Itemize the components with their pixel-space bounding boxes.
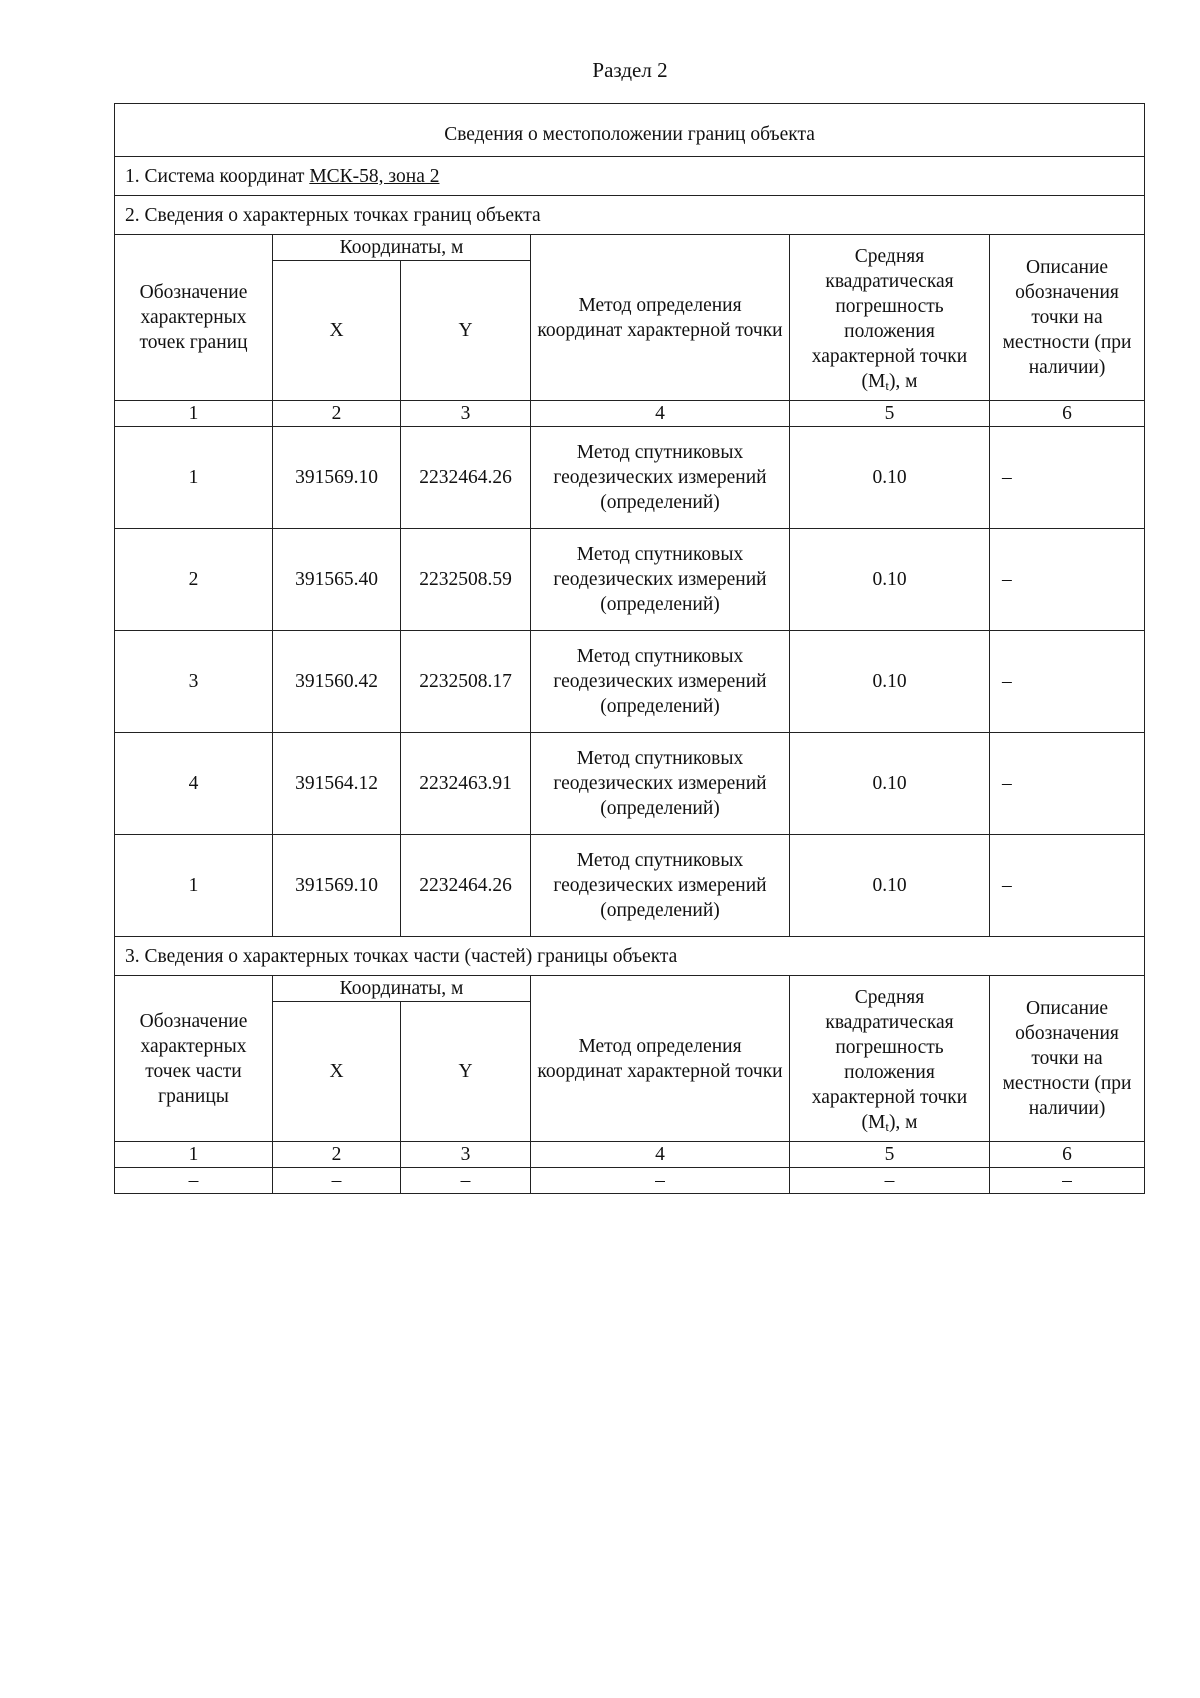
x-coord-cell: 391569.10 (273, 427, 401, 529)
coord-system-value: МСК-58, зона 2 (309, 165, 440, 187)
column-number: 2 (273, 401, 401, 427)
col-header-y-2: Y (401, 1002, 531, 1142)
error-cell: 0.10 (790, 427, 990, 529)
method-cell: Метод спутниковых геодезических измерений (определений) (531, 835, 790, 937)
boundary-table (114, 103, 1145, 1194)
empty-cell: – (790, 1168, 990, 1194)
method-cell: Метод спутниковых геодезических измерений (определений) (531, 427, 790, 529)
col-header-coords: Координаты, м (273, 235, 531, 261)
point-id-cell: 4 (115, 733, 273, 835)
col-header-coords-2: Координаты, м (273, 976, 531, 1002)
x-coord-cell: 391569.10 (273, 835, 401, 937)
column-number: 1 (115, 1142, 273, 1168)
column-number: 6 (990, 401, 1145, 427)
empty-cell: – (990, 1168, 1145, 1194)
col-header-method: Метод определения координат характерной точки (531, 235, 790, 401)
point-id-cell: 1 (115, 835, 273, 937)
method-cell: Метод спутниковых геодезических измерений (определений) (531, 631, 790, 733)
point-id-cell: 3 (115, 631, 273, 733)
description-cell: – (990, 733, 1145, 835)
description-cell: – (990, 529, 1145, 631)
method-cell: Метод спутниковых геодезических измерений (определений) (531, 733, 790, 835)
point-id-cell: 1 (115, 427, 273, 529)
table-row (115, 631, 1145, 733)
col-header-x: X (273, 261, 401, 401)
point-id-cell: 2 (115, 529, 273, 631)
col-header-part-point-id: Обозначение характерных точек части границы (115, 976, 273, 1142)
col-header-description: Описание обозначения точки на местности (при наличии) (990, 235, 1145, 401)
description-cell: – (990, 835, 1145, 937)
section-title: Раздел 2 (592, 58, 668, 82)
coord-system-label: 1. Система координат (125, 165, 310, 187)
column-number: 4 (531, 401, 790, 427)
col-header-y: Y (401, 261, 531, 401)
table-row (115, 733, 1145, 835)
description-cell: – (990, 427, 1145, 529)
error-cell: 0.10 (790, 835, 990, 937)
column-number: 2 (273, 1142, 401, 1168)
table-row (115, 529, 1145, 631)
error-cell: 0.10 (790, 631, 990, 733)
column-number: 6 (990, 1142, 1145, 1168)
parts-section-title: 3. Сведения о характерных точках части (частей) границы объекта (115, 937, 1145, 976)
coord-system-row (115, 157, 1145, 196)
description-cell: – (990, 631, 1145, 733)
x-coord-cell: 391564.12 (273, 733, 401, 835)
x-coord-cell: 391565.40 (273, 529, 401, 631)
empty-cell: – (273, 1168, 401, 1194)
error-cell: 0.10 (790, 733, 990, 835)
col-header-error-2: Средняя квадратическая погрешность положения характерной точки $(M_t)$, м (790, 976, 990, 1142)
column-number: 5 (790, 401, 990, 427)
col-header-x-2: X (273, 1002, 401, 1142)
col-header-method-2: Метод определения координат характерной точки (531, 976, 790, 1142)
x-coord-cell: 391560.42 (273, 631, 401, 733)
empty-cell: – (401, 1168, 531, 1194)
table-row (115, 835, 1145, 937)
column-number: 1 (115, 401, 273, 427)
y-coord-cell: 2232464.26 (401, 427, 531, 529)
table-header-title: Сведения о местоположении границ объекта (115, 104, 1145, 157)
empty-cell: – (115, 1168, 273, 1194)
y-coord-cell: 2232508.59 (401, 529, 531, 631)
method-cell: Метод спутниковых геодезических измерений (определений) (531, 529, 790, 631)
points-section-title: 2. Сведения о характерных точках границ объекта (115, 196, 1145, 235)
y-coord-cell: 2232463.91 (401, 733, 531, 835)
empty-cell: – (531, 1168, 790, 1194)
error-cell: 0.10 (790, 529, 990, 631)
table-row (115, 427, 1145, 529)
col-header-description-2: Описание обозначения точки на местности (при наличии) (990, 976, 1145, 1142)
col-header-point-id: Обозначение характерных точек границ (115, 235, 273, 401)
y-coord-cell: 2232464.26 (401, 835, 531, 937)
column-number: 3 (401, 1142, 531, 1168)
table-row (115, 1168, 1145, 1194)
col-header-error: Средняя квадратическая погрешность положения характерной точки $(M_t)$, м (790, 235, 990, 401)
y-coord-cell: 2232508.17 (401, 631, 531, 733)
column-number: 4 (531, 1142, 790, 1168)
column-number: 3 (401, 401, 531, 427)
column-numbers-row (115, 401, 1145, 427)
column-numbers-row (115, 1142, 1145, 1168)
column-number: 5 (790, 1142, 990, 1168)
